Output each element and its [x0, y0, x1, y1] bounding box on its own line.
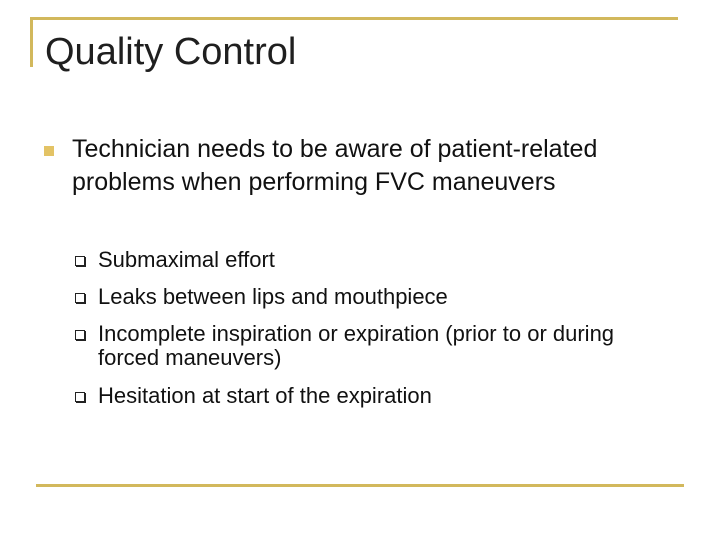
hollow-square-bullet-icon: [75, 330, 85, 340]
top-accent-rule: [30, 17, 678, 20]
sub-bullet-text: Hesitation at start of the expiration: [98, 383, 432, 408]
main-bullet-text: Technician needs to be aware of patient-related problems when performing FVC maneuvers: [72, 135, 598, 196]
sub-bullet-text: Submaximal effort: [98, 247, 275, 272]
slide-title: Quality Control: [45, 31, 297, 73]
hollow-square-bullet-icon: [75, 256, 85, 266]
filled-square-bullet-icon: [44, 146, 54, 156]
list-item: [72, 384, 672, 408]
list-item: [72, 248, 672, 272]
sub-bullet-text: Incomplete inspiration or expiration (prior to or during forced maneuvers): [98, 321, 615, 370]
sub-bullet-list: [72, 248, 672, 421]
sub-bullet-text: Leaks between lips and mouthpiece: [98, 284, 448, 309]
left-accent-rule: [30, 17, 33, 67]
hollow-square-bullet-icon: [75, 392, 85, 402]
bottom-accent-rule: [36, 484, 684, 487]
hollow-square-bullet-icon: [75, 293, 85, 303]
list-item: [72, 285, 672, 309]
list-item: [72, 322, 672, 370]
